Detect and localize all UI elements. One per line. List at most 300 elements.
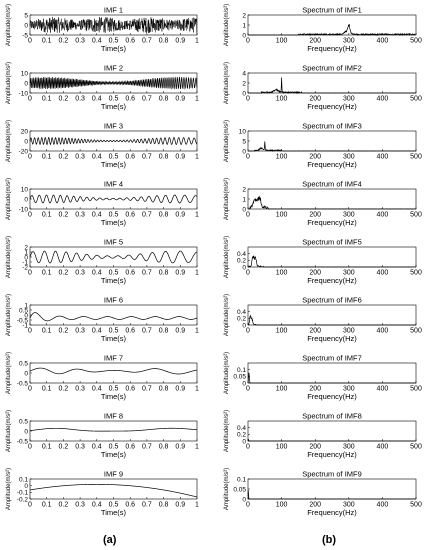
x-tick-label-a5-6: 0.6 — [125, 269, 136, 277]
y-tick-label-a8-1: 0 — [24, 428, 28, 436]
subplot-b3 — [224, 120, 422, 169]
trace-a8 — [30, 428, 197, 431]
x-tick-label-a1-6: 0.6 — [125, 37, 136, 45]
x-tick-label-b6-0: 0 — [246, 327, 250, 335]
x-axis-label-b4: Frequency(Hz) — [307, 218, 357, 227]
y-tick-label-b6-0: 0 — [242, 322, 246, 330]
x-tick-label-a7-8: 0.8 — [158, 385, 169, 393]
x-tick-label-a3-0: 0 — [28, 153, 32, 161]
subplot-a2 — [6, 62, 199, 111]
x-tick-label-b9-4: 400 — [376, 501, 389, 509]
subplot-b9 — [224, 468, 422, 517]
subplot-title-a3: IMF 3 — [103, 121, 124, 131]
x-tick-label-b1-2: 200 — [309, 37, 322, 45]
x-tick-label-a8-5: 0.5 — [108, 443, 119, 451]
y-tick-label-a6-0: -1 — [22, 322, 28, 330]
y-tick-label-b2-1: 2 — [242, 80, 246, 88]
subplot-title-b5: Spectrum of IMF5 — [302, 237, 362, 247]
x-axis-label-a2: Time(s) — [100, 102, 127, 111]
x-tick-label-b2-4: 400 — [376, 95, 389, 103]
y-axis-label-b7: Amplitude(m/s²) — [224, 351, 230, 395]
trace-a9 — [30, 484, 197, 497]
y-axis-label-a8: Amplitude(m/s²) — [6, 409, 12, 453]
x-tick-label-a1-2: 0.2 — [58, 37, 69, 45]
subplot-title-b3: Spectrum of IMF3 — [302, 121, 362, 131]
x-tick-label-a4-2: 0.2 — [58, 211, 69, 219]
y-tick-label-a6-4: 1 — [24, 302, 28, 310]
x-tick-label-a6-10: 1 — [195, 327, 199, 335]
x-tick-label-a5-8: 0.8 — [158, 269, 169, 277]
plot-frame-b9 — [248, 479, 416, 499]
trace-a3 — [30, 138, 197, 145]
y-tick-label-a7-2: 0.5 — [18, 360, 28, 368]
x-tick-label-a6-0: 0 — [28, 327, 32, 335]
x-tick-label-b4-0: 0 — [246, 211, 250, 219]
x-tick-label-b3-2: 200 — [309, 153, 322, 161]
x-tick-label-a1-5: 0.5 — [108, 37, 119, 45]
x-tick-label-a3-4: 0.4 — [91, 153, 102, 161]
x-tick-label-a2-1: 0.1 — [41, 95, 52, 103]
x-tick-label-b6-3: 300 — [342, 327, 355, 335]
y-tick-label-a1-0: -5 — [22, 32, 28, 40]
x-tick-label-a7-9: 0.9 — [175, 385, 186, 393]
y-axis-label-b4: Amplitude(m/s²) — [224, 177, 230, 221]
subplot-title-b2: Spectrum of IMF2 — [302, 63, 362, 73]
y-tick-label-a6-1: -0.5 — [16, 317, 28, 325]
plot-frame-b3 — [248, 131, 416, 151]
y-tick-label-a6-3: 0.5 — [18, 307, 28, 315]
y-tick-label-b2-0: 0 — [242, 90, 246, 98]
y-tick-label-a5-0: -2 — [22, 264, 28, 272]
x-tick-label-a7-0: 0 — [28, 385, 32, 393]
x-tick-label-b7-2: 200 — [309, 385, 322, 393]
y-axis-label-b5: Amplitude(m/s²) — [224, 235, 230, 279]
trace-b2 — [248, 78, 416, 93]
plot-frame-b5 — [248, 247, 416, 267]
x-axis-label-b2: Frequency(Hz) — [307, 102, 357, 111]
plot-frame-b1 — [248, 15, 416, 35]
y-tick-label-a8-0: -0.5 — [16, 438, 28, 446]
x-tick-label-a6-9: 0.9 — [175, 327, 186, 335]
x-tick-label-a5-1: 0.1 — [41, 269, 52, 277]
x-tick-label-a8-3: 0.3 — [75, 443, 85, 451]
y-tick-label-b9-1: 0.05 — [233, 486, 246, 494]
y-tick-label-a5-4: 2 — [24, 244, 28, 252]
x-tick-label-a4-3: 0.3 — [75, 211, 85, 219]
x-axis-label-a1: Time(s) — [100, 44, 127, 53]
y-tick-label-b7-0: 0 — [242, 380, 246, 388]
plot-frame-b7 — [248, 363, 416, 383]
y-tick-label-b4-0: 0 — [242, 206, 246, 214]
x-tick-label-a3-10: 1 — [195, 153, 199, 161]
y-tick-label-a3-0: -20 — [18, 148, 28, 156]
trace-b7 — [248, 373, 416, 383]
y-tick-label-a2-0: -10 — [18, 90, 28, 98]
subplot-title-b4: Spectrum of IMF4 — [302, 179, 362, 189]
y-axis-label-b2: Amplitude(m/s²) — [224, 61, 230, 105]
subplot-a8 — [6, 410, 199, 459]
y-tick-label-a4-2: 10 — [20, 186, 28, 194]
x-tick-label-a7-5: 0.5 — [108, 385, 119, 393]
panel-caption-a: (a) — [103, 534, 117, 546]
trace-a6 — [30, 313, 197, 321]
y-tick-label-b1-2: 2 — [242, 12, 246, 20]
x-tick-label-a8-1: 0.1 — [41, 443, 52, 451]
y-tick-label-a9-3: 0.1 — [18, 476, 28, 484]
x-tick-label-b7-1: 100 — [275, 385, 288, 393]
x-tick-label-b9-5: 500 — [410, 501, 422, 509]
x-tick-label-a1-8: 0.8 — [158, 37, 169, 45]
subplot-a5 — [6, 236, 199, 285]
subplot-title-a1: IMF 1 — [103, 5, 124, 15]
y-tick-label-b5-2: 0.4 — [236, 250, 246, 258]
x-tick-label-a2-6: 0.6 — [125, 95, 136, 103]
plot-frame-a5 — [30, 247, 197, 267]
x-tick-label-b5-1: 100 — [275, 269, 288, 277]
trace-b1 — [248, 24, 416, 35]
subplot-a4 — [6, 178, 199, 227]
x-tick-label-a7-6: 0.6 — [125, 385, 136, 393]
x-tick-label-b3-5: 500 — [410, 153, 422, 161]
subplot-title-a9: IMF 9 — [103, 469, 124, 479]
y-tick-label-a9-2: 0 — [24, 482, 28, 490]
x-tick-label-b2-2: 200 — [309, 95, 322, 103]
y-tick-label-a5-3: 1 — [24, 249, 28, 257]
y-tick-label-a9-1: -0.1 — [16, 489, 28, 497]
x-tick-label-a5-10: 1 — [195, 269, 199, 277]
subplot-a7 — [6, 352, 199, 401]
y-tick-label-b5-1: 0.2 — [236, 257, 246, 265]
subplot-title-a5: IMF 5 — [103, 237, 124, 247]
x-tick-label-a3-7: 0.7 — [142, 153, 152, 161]
x-tick-label-a7-10: 1 — [195, 385, 199, 393]
y-tick-label-a7-1: 0 — [24, 370, 28, 378]
x-tick-label-b9-3: 300 — [342, 501, 355, 509]
y-tick-label-b3-0: 0 — [242, 148, 246, 156]
y-tick-label-b6-1: 0.2 — [236, 315, 246, 323]
y-tick-label-b9-0: 0 — [242, 496, 246, 504]
x-tick-label-b9-1: 100 — [275, 501, 288, 509]
y-tick-label-a6-2: 0 — [24, 312, 28, 320]
x-tick-label-a4-9: 0.9 — [175, 211, 186, 219]
y-tick-label-b3-1: 5 — [242, 138, 246, 146]
y-tick-label-b4-1: 1 — [242, 196, 246, 204]
x-tick-label-b3-4: 400 — [376, 153, 389, 161]
subplot-b5 — [224, 236, 422, 285]
x-tick-label-a8-7: 0.7 — [142, 443, 152, 451]
subplot-a6 — [6, 294, 199, 343]
plot-frame-b8 — [248, 421, 416, 441]
x-axis-label-a5: Time(s) — [100, 276, 127, 285]
subplot-title-a2: IMF 2 — [103, 63, 124, 73]
x-tick-label-a1-0: 0 — [28, 37, 32, 45]
x-tick-label-b6-5: 500 — [410, 327, 422, 335]
subplot-title-a8: IMF 8 — [103, 411, 124, 421]
x-tick-label-b5-5: 500 — [410, 269, 422, 277]
x-tick-label-a2-7: 0.7 — [142, 95, 152, 103]
x-tick-label-b5-2: 200 — [309, 269, 322, 277]
x-tick-label-b5-4: 400 — [376, 269, 389, 277]
x-tick-label-a9-6: 0.6 — [125, 501, 136, 509]
x-tick-label-a3-5: 0.5 — [108, 153, 119, 161]
x-tick-label-a6-2: 0.2 — [58, 327, 69, 335]
x-tick-label-a3-8: 0.8 — [158, 153, 169, 161]
x-tick-label-a5-4: 0.4 — [91, 269, 102, 277]
x-tick-label-a4-10: 1 — [195, 211, 199, 219]
y-axis-label-a9: Amplitude(m/s²) — [6, 467, 12, 511]
y-tick-label-a4-0: -10 — [18, 206, 28, 214]
y-tick-label-b7-2: 0.1 — [236, 366, 246, 374]
x-tick-label-b1-1: 100 — [275, 37, 288, 45]
y-tick-label-a1-1: 0 — [24, 22, 28, 30]
plot-frame-b2 — [248, 73, 416, 93]
y-tick-label-a2-2: 10 — [20, 70, 28, 78]
subplot-title-a7: IMF 7 — [103, 353, 124, 363]
x-tick-label-b8-5: 500 — [410, 443, 422, 451]
x-tick-label-b7-0: 0 — [246, 385, 250, 393]
x-tick-label-a8-4: 0.4 — [91, 443, 102, 451]
x-tick-label-a8-0: 0 — [28, 443, 32, 451]
x-tick-label-b2-5: 500 — [410, 95, 422, 103]
x-tick-label-b8-3: 300 — [342, 443, 355, 451]
x-tick-label-a3-6: 0.6 — [125, 153, 136, 161]
x-tick-label-b1-4: 400 — [376, 37, 389, 45]
x-tick-label-a7-3: 0.3 — [75, 385, 85, 393]
x-tick-label-b8-4: 400 — [376, 443, 389, 451]
x-tick-label-a9-0: 0 — [28, 501, 32, 509]
subplot-title-a4: IMF 4 — [103, 179, 124, 189]
x-tick-label-b9-2: 200 — [309, 501, 322, 509]
x-tick-label-a6-1: 0.1 — [41, 327, 52, 335]
x-tick-label-a8-9: 0.9 — [175, 443, 186, 451]
x-tick-label-a7-2: 0.2 — [58, 385, 69, 393]
x-tick-label-b1-5: 500 — [410, 37, 422, 45]
x-tick-label-a3-1: 0.1 — [41, 153, 52, 161]
y-tick-label-b8-0: 0 — [242, 438, 246, 446]
x-tick-label-a3-3: 0.3 — [75, 153, 85, 161]
y-tick-label-b4-2: 2 — [242, 186, 246, 194]
plot-frame-a9 — [30, 479, 197, 499]
x-tick-label-a4-8: 0.8 — [158, 211, 169, 219]
subplot-title-b6: Spectrum of IMF6 — [302, 295, 362, 305]
x-tick-label-a2-4: 0.4 — [91, 95, 102, 103]
y-axis-label-b1: Amplitude(m/s²) — [224, 3, 230, 47]
y-tick-label-a3-1: 0 — [24, 138, 28, 146]
x-tick-label-b3-0: 0 — [246, 153, 250, 161]
x-tick-label-b8-1: 100 — [275, 443, 288, 451]
x-tick-label-b6-1: 100 — [275, 327, 288, 335]
x-tick-label-a9-8: 0.8 — [158, 501, 169, 509]
x-tick-label-a2-9: 0.9 — [175, 95, 186, 103]
x-tick-label-a3-9: 0.9 — [175, 153, 186, 161]
y-tick-label-b3-2: 10 — [238, 128, 246, 136]
plot-frame-b4 — [248, 189, 416, 209]
y-axis-label-a2: Amplitude(m/s²) — [6, 61, 12, 105]
x-tick-label-a4-5: 0.5 — [108, 211, 119, 219]
trace-b3 — [248, 141, 416, 151]
x-axis-label-b5: Frequency(Hz) — [307, 276, 357, 285]
x-tick-label-b8-2: 200 — [309, 443, 322, 451]
trace-a1 — [30, 17, 197, 33]
subplot-a9 — [6, 468, 199, 517]
x-tick-label-a8-6: 0.6 — [125, 443, 136, 451]
y-tick-label-a4-1: 0 — [24, 196, 28, 204]
y-tick-label-a3-2: 20 — [20, 128, 28, 136]
y-tick-label-a9-0: -0.2 — [16, 496, 28, 504]
x-axis-label-b8: Frequency(Hz) — [307, 450, 357, 459]
x-tick-label-a5-0: 0 — [28, 269, 32, 277]
x-tick-label-a9-1: 0.1 — [41, 501, 52, 509]
x-axis-label-a3: Time(s) — [100, 160, 127, 169]
panel-caption-b: (b) — [322, 534, 337, 546]
x-tick-label-b3-1: 100 — [275, 153, 288, 161]
x-tick-label-a9-10: 1 — [195, 501, 199, 509]
x-tick-label-a9-2: 0.2 — [58, 501, 69, 509]
x-tick-label-a1-7: 0.7 — [142, 37, 152, 45]
x-tick-label-b7-4: 400 — [376, 385, 389, 393]
x-tick-label-a5-2: 0.2 — [58, 269, 69, 277]
subplot-title-b1: Spectrum of IMF1 — [302, 5, 362, 15]
x-tick-label-a4-7: 0.7 — [142, 211, 152, 219]
x-axis-label-a7: Time(s) — [100, 392, 127, 401]
x-tick-label-a9-9: 0.9 — [175, 501, 186, 509]
y-tick-label-a5-2: 0 — [24, 254, 28, 262]
y-axis-label-b3: Amplitude(m/s²) — [224, 119, 230, 163]
y-axis-label-a1: Amplitude(m/s²) — [6, 3, 12, 47]
x-tick-label-a2-0: 0 — [28, 95, 32, 103]
y-axis-label-a6: Amplitude(m/s²) — [6, 293, 12, 337]
subplot-title-b7: Spectrum of IMF7 — [302, 353, 362, 363]
y-tick-label-a2-1: 0 — [24, 80, 28, 88]
x-axis-label-b1: Frequency(Hz) — [307, 44, 357, 53]
x-tick-label-a5-7: 0.7 — [142, 269, 152, 277]
x-axis-label-b9: Frequency(Hz) — [307, 508, 357, 517]
x-axis-label-a8: Time(s) — [100, 450, 127, 459]
x-tick-label-b9-0: 0 — [246, 501, 250, 509]
x-tick-label-a8-2: 0.2 — [58, 443, 69, 451]
x-tick-label-b1-0: 0 — [246, 37, 250, 45]
plot-frame-a6 — [30, 305, 197, 325]
x-tick-label-a9-7: 0.7 — [142, 501, 152, 509]
subplot-title-b9: Spectrum of IMF9 — [302, 469, 362, 479]
y-axis-label-b6: Amplitude(m/s²) — [224, 293, 230, 337]
x-tick-label-a5-9: 0.9 — [175, 269, 186, 277]
y-tick-label-b1-1: 1 — [242, 22, 246, 30]
x-tick-label-b6-2: 200 — [309, 327, 322, 335]
y-tick-label-b8-1: 0.2 — [236, 431, 246, 439]
x-tick-label-b3-3: 300 — [342, 153, 355, 161]
x-tick-label-b8-0: 0 — [246, 443, 250, 451]
x-tick-label-a4-6: 0.6 — [125, 211, 136, 219]
subplot-b7 — [224, 352, 422, 401]
subplot-b1 — [224, 4, 422, 53]
x-tick-label-a4-1: 0.1 — [41, 211, 52, 219]
y-axis-label-b9: Amplitude(m/s²) — [224, 467, 230, 511]
subplot-title-a6: IMF 6 — [103, 295, 124, 305]
x-tick-label-b7-5: 500 — [410, 385, 422, 393]
y-tick-label-a5-1: -1 — [22, 259, 28, 267]
x-tick-label-a1-10: 1 — [195, 37, 199, 45]
x-tick-label-a2-8: 0.8 — [158, 95, 169, 103]
x-tick-label-a3-2: 0.2 — [58, 153, 69, 161]
x-tick-label-b1-3: 300 — [342, 37, 355, 45]
subplot-a3 — [6, 120, 199, 169]
trace-b9 — [248, 490, 416, 499]
x-tick-label-a9-5: 0.5 — [108, 501, 119, 509]
x-tick-label-b4-3: 300 — [342, 211, 355, 219]
x-tick-label-a1-1: 0.1 — [41, 37, 52, 45]
subplot-b2 — [224, 62, 422, 111]
trace-a7 — [30, 368, 197, 374]
x-tick-label-a6-5: 0.5 — [108, 327, 119, 335]
y-tick-label-b6-2: 0.4 — [236, 308, 246, 316]
x-tick-label-a4-0: 0 — [28, 211, 32, 219]
x-tick-label-a2-10: 1 — [195, 95, 199, 103]
x-tick-label-b4-1: 100 — [275, 211, 288, 219]
x-tick-label-a1-4: 0.4 — [91, 37, 102, 45]
x-tick-label-a6-6: 0.6 — [125, 327, 136, 335]
x-tick-label-a6-8: 0.8 — [158, 327, 169, 335]
x-axis-label-a4: Time(s) — [100, 218, 127, 227]
y-tick-label-a7-0: -0.5 — [16, 380, 28, 388]
x-tick-label-b2-0: 0 — [246, 95, 250, 103]
x-tick-label-b4-5: 500 — [410, 211, 422, 219]
y-tick-label-b1-0: 0 — [242, 32, 246, 40]
x-tick-label-a6-7: 0.7 — [142, 327, 152, 335]
x-axis-label-a9: Time(s) — [100, 508, 127, 517]
x-tick-label-a2-5: 0.5 — [108, 95, 119, 103]
trace-b4 — [248, 196, 416, 209]
x-tick-label-b5-0: 0 — [246, 269, 250, 277]
x-tick-label-b6-4: 400 — [376, 327, 389, 335]
x-tick-label-a2-2: 0.2 — [58, 95, 69, 103]
y-axis-label-a7: Amplitude(m/s²) — [6, 351, 12, 395]
x-axis-label-b6: Frequency(Hz) — [307, 334, 357, 343]
subplot-b6 — [224, 294, 422, 343]
plot-frame-b6 — [248, 305, 416, 325]
y-tick-label-b7-1: 0.05 — [233, 373, 246, 381]
x-axis-label-b7: Frequency(Hz) — [307, 392, 357, 401]
x-axis-label-a6: Time(s) — [100, 334, 127, 343]
y-axis-label-a5: Amplitude(m/s²) — [6, 235, 12, 279]
subplot-b8 — [224, 410, 422, 459]
x-tick-label-b4-2: 200 — [309, 211, 322, 219]
x-tick-label-b7-3: 300 — [342, 385, 355, 393]
y-axis-label-a3: Amplitude(m/s²) — [6, 119, 12, 163]
y-tick-label-a8-2: 0.5 — [18, 418, 28, 426]
y-axis-label-a4: Amplitude(m/s²) — [6, 177, 12, 221]
x-tick-label-a7-7: 0.7 — [142, 385, 152, 393]
x-axis-label-b3: Frequency(Hz) — [307, 160, 357, 169]
x-tick-label-a8-8: 0.8 — [158, 443, 169, 451]
x-tick-label-a5-3: 0.3 — [75, 269, 85, 277]
y-axis-label-b8: Amplitude(m/s²) — [224, 409, 230, 453]
x-tick-label-a6-4: 0.4 — [91, 327, 102, 335]
x-tick-label-a7-4: 0.4 — [91, 385, 102, 393]
trace-a2 — [30, 77, 197, 89]
x-tick-label-a9-4: 0.4 — [91, 501, 102, 509]
x-tick-label-a8-10: 1 — [195, 443, 199, 451]
x-tick-label-a4-4: 0.4 — [91, 211, 102, 219]
subplot-b4 — [224, 178, 422, 227]
x-tick-label-a6-3: 0.3 — [75, 327, 85, 335]
x-tick-label-b2-3: 300 — [342, 95, 355, 103]
y-tick-label-b5-0: 0 — [242, 264, 246, 272]
trace-a4 — [30, 195, 197, 203]
x-tick-label-b5-3: 300 — [342, 269, 355, 277]
x-tick-label-a5-5: 0.5 — [108, 269, 119, 277]
subplot-a1 — [6, 4, 199, 53]
